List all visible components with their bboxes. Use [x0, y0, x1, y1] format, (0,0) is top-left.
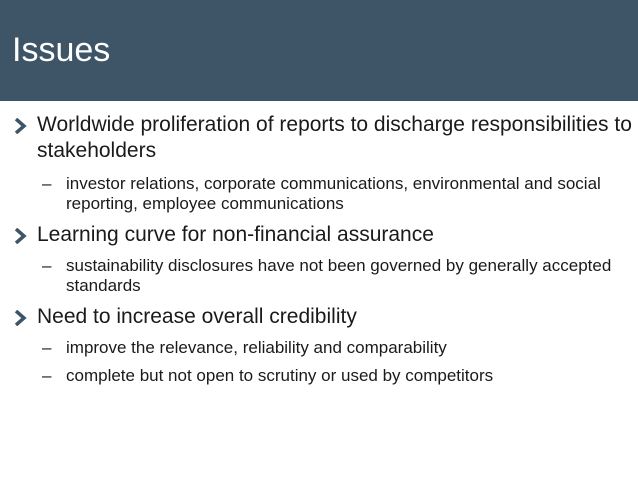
- chevron-right-icon: [13, 228, 27, 244]
- bullet-item: [0, 304, 638, 330]
- sub-bullet-item: [0, 256, 638, 296]
- bullet-item: [0, 112, 638, 164]
- bullet-text: Learning curve for non-financial assurance: [37, 223, 434, 246]
- chevron-right-icon: [13, 118, 27, 134]
- sub-bullet-item: [0, 338, 638, 358]
- sub-bullet-text: sustainability disclosures have not been governed by generally accepted standards: [66, 256, 612, 295]
- bullet-text: Worldwide proliferation of reports to discharge responsibilities to stakeholders: [37, 113, 632, 162]
- bullet-list: [0, 112, 638, 386]
- sub-bullet-item: [0, 174, 638, 214]
- sub-bullet-text: improve the relevance, reliability and comparability: [66, 338, 447, 357]
- sub-bullet-item: [0, 366, 638, 386]
- title-bar: [0, 0, 638, 101]
- sub-bullet-text: complete but not open to scrutiny or used by competitors: [66, 366, 494, 385]
- dash-marker: –: [42, 366, 52, 385]
- sub-bullet-text: investor relations, corporate communications, environmental and social reporting, employee communications: [66, 174, 601, 213]
- bullet-item: [0, 222, 638, 248]
- dash-marker: –: [42, 174, 52, 193]
- dash-marker: –: [42, 256, 52, 275]
- dash-marker: –: [42, 338, 52, 357]
- slide-title: Issues: [12, 31, 111, 69]
- bullet-text: Need to increase overall credibility: [37, 305, 357, 328]
- chevron-right-icon: [13, 310, 27, 326]
